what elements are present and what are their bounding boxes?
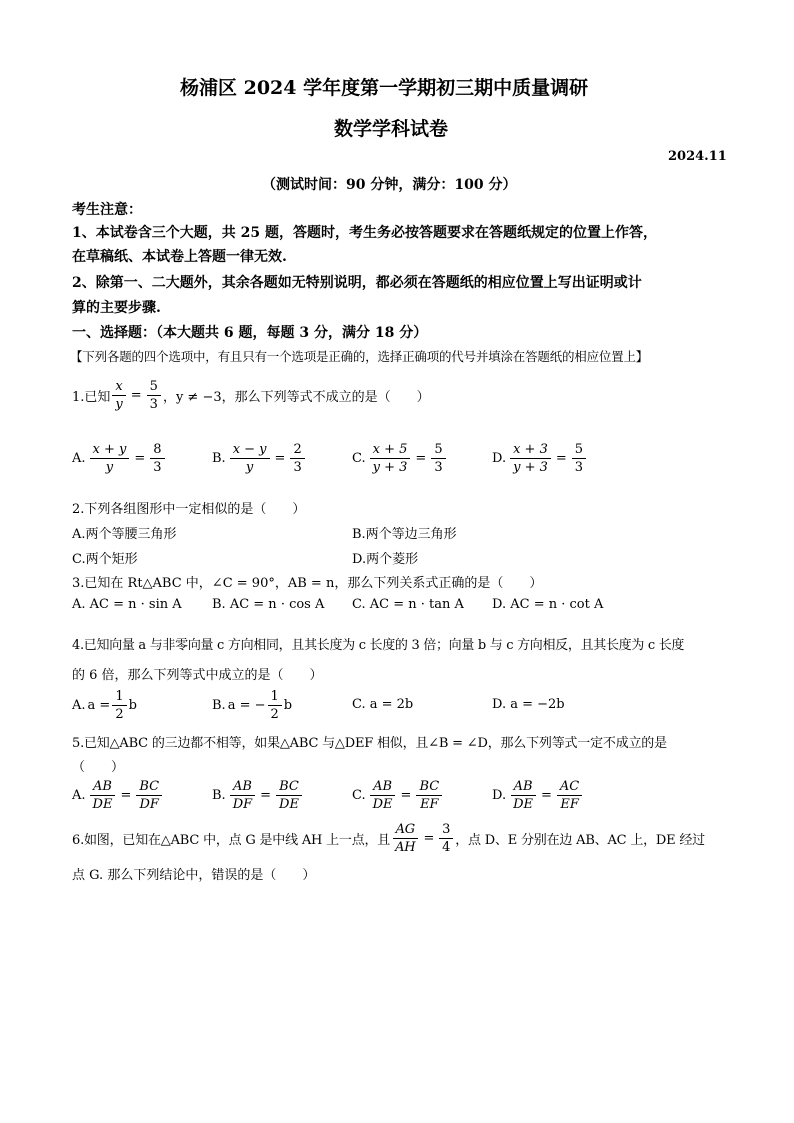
- question-5-stem-a: 5.已知△ABC 的三边都不相等，如果△ABC 与△DEF 相似，且∠B = ∠D，那么下列等式一定不成立的是: [72, 736, 667, 751]
- section-heading: 一、选择题：（本大题共 6 题，每题 3 分，满分 18 分）: [72, 325, 428, 341]
- question-2-option-d: D.两个菱形: [352, 552, 419, 567]
- notice-item-1a: 1、本试卷含三个大题，共 25 题，答题时，考生务必按答题要求在答题纸规定的位置上作答，: [72, 225, 657, 241]
- question-4-option-c: C. a = 2b: [352, 697, 414, 712]
- time-note: （测试时间：90 分钟，满分：100 分）: [262, 177, 517, 193]
- question-1-option-b: B. $\frac{x - y}{y}$ = $\frac{2}{3}$: [212, 441, 307, 476]
- question-1-option-d: D. $\frac{x + 3}{y + 3}$ = $\frac{5}{3}$: [492, 441, 588, 476]
- question-3-option-a: A. AC = n · sin A: [72, 597, 182, 612]
- question-4-stem-b: 的 6 倍，那么下列等式中成立的是（ ）: [72, 668, 323, 683]
- question-1-option-a: A. $\frac{x + y}{y}$ = $\frac{8}{3}$: [72, 441, 167, 476]
- page-subtitle: 数学学科试卷: [334, 118, 449, 140]
- exam-date: 2024.11: [668, 149, 727, 164]
- question-2-stem: 2.下列各组图形中一定相似的是（ ）: [72, 502, 306, 517]
- question-6-stem-b: 点 G. 那么下列结论中，错误的是（ ）: [72, 868, 316, 883]
- question-3-option-d: D. AC = n · cot A: [492, 597, 604, 612]
- question-5-option-a: A. $\frac{AB}{DE}$ = $\frac{BC}{DF}$: [72, 778, 164, 813]
- notice-item-1b: 在草稿纸、本试卷上答题一律无效.: [72, 249, 287, 265]
- question-4-option-b: B. a = − $\frac{1}{2}$ b: [212, 689, 293, 722]
- question-3-option-c: C. AC = n · tan A: [352, 597, 464, 612]
- question-2-option-c: C.两个矩形: [72, 552, 138, 567]
- page-title: 杨浦区 2024 学年度第一学期初三期中质量调研: [180, 77, 589, 99]
- notice-heading: 考生注意：: [72, 202, 142, 218]
- question-5-stem-b: （ ）: [72, 760, 125, 775]
- question-1-stem: 1.已知 $\frac{x}{y}$ = $\frac{5}{3}$ ，y ≠ −3，那么下列等式不成立的是（ ）: [72, 379, 430, 412]
- question-4-option-d: D. a = −2b: [492, 697, 565, 712]
- notice-item-2b: 算的主要步骤.: [72, 300, 161, 316]
- question-1-option-c: C. $\frac{x + 5}{y + 3}$ = $\frac{5}{3}$: [352, 441, 448, 476]
- question-2-option-b: B.两个等边三角形: [352, 527, 457, 542]
- question-6-stem-a: 6.如图，已知在△ABC 中，点 G 是中线 AH 上一点，且 $\frac{AG}{AH}$ = $\frac{3}{4}$ ，点 D、E 分别在边 AB、AC 上，DE 经过: [72, 822, 705, 855]
- question-3-option-b: B. AC = n · cos A: [212, 597, 325, 612]
- question-5-option-d: D. $\frac{AB}{DE}$ = $\frac{AC}{EF}$: [492, 778, 584, 813]
- question-2-option-a: A.两个等腰三角形: [72, 527, 177, 542]
- question-5-option-c: C. $\frac{AB}{DE}$ = $\frac{BC}{EF}$: [352, 778, 444, 813]
- section-instruction: 【下列各题的四个选项中，有且只有一个选项是正确的，选择正确项的代号并填涂在答题纸的相应位置上】: [70, 349, 649, 364]
- question-3-stem: 3.已知在 Rt△ABC 中，∠C = 90°，AB = n，那么下列关系式正确的是（ ）: [72, 576, 543, 591]
- question-4-stem-a: 4.已知向量 a 与非零向量 c 方向相同，且其长度为 c 长度的 3 倍；向量 b 与 c 方向相反，且其长度为 c 长度: [72, 638, 685, 653]
- question-4-option-a: A. a = $\frac{1}{2}$ b: [72, 689, 137, 722]
- notice-item-2a: 2、除第一、二大题外，其余各题如无特别说明，都必须在答题纸的相应位置上写出证明或计: [72, 275, 642, 291]
- question-5-option-b: B. $\frac{AB}{DF}$ = $\frac{BC}{DE}$: [212, 778, 304, 813]
